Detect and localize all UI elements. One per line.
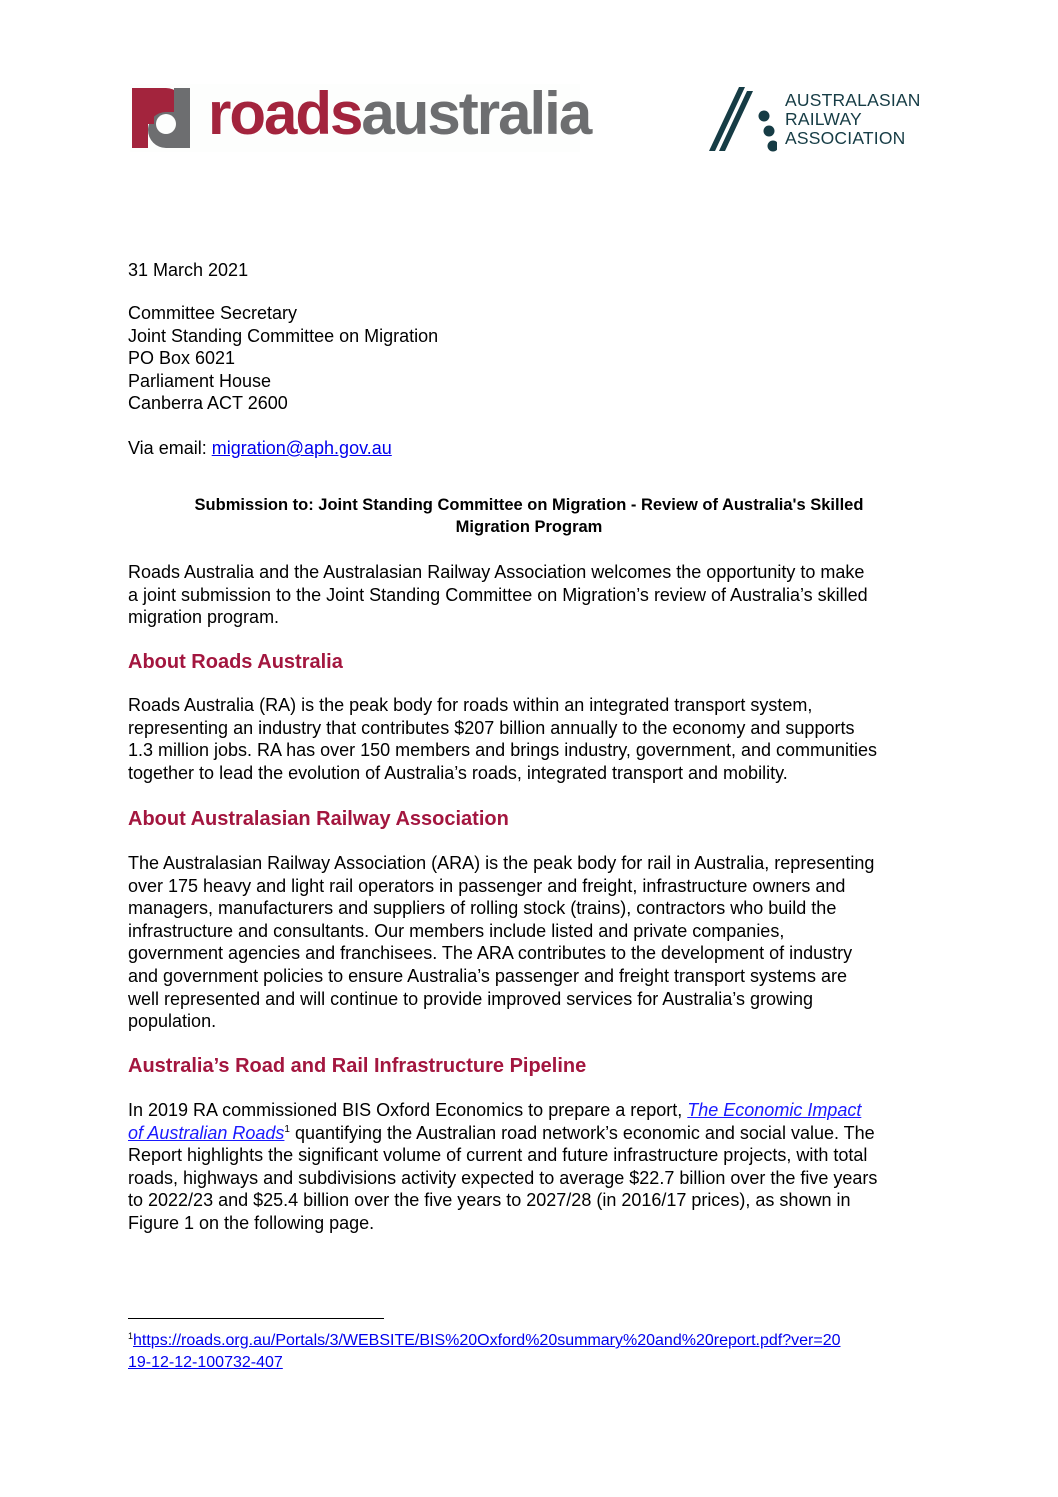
pipeline-paragraph — [128, 1099, 930, 1235]
paragraph-line: a joint submission to the Joint Standing Committee on Migration’s review of Australia’s skilled — [128, 584, 868, 605]
footnote-number: 1 — [128, 1331, 134, 1341]
paragraph-line: Roads Australia and the Australasian Railway Association welcomes the opportunity to make — [128, 562, 865, 582]
footnote-url-link-continued[interactable]: 19-12-12-100732-407 — [128, 1354, 283, 1371]
paragraph-line: and government policies to ensure Australia’s passenger and freight transport systems are — [128, 965, 848, 986]
address-line: Parliament House — [128, 370, 272, 391]
footnote-line — [128, 1330, 930, 1352]
paragraph-line: representing an industry that contributes $207 billion annually to the economy and supports — [128, 717, 855, 738]
via-email — [128, 437, 930, 460]
submission-title — [128, 494, 930, 538]
ara-wordmark-line: RAILWAY — [785, 109, 862, 129]
footnote-line — [128, 1352, 930, 1374]
date-text: 31 March 2021 — [128, 260, 249, 280]
paragraph-line: well represented and will continue to provide improved services for Australia’s growing — [128, 988, 814, 1009]
ra-monogram-icon — [132, 88, 192, 148]
ara-logo — [707, 85, 937, 153]
address-line: Joint Standing Committee on Migration — [128, 325, 439, 346]
paragraph-line: together to lead the evolution of Australia’s roads, integrated transport and mobility. — [128, 762, 788, 783]
paragraph-line: The Australasian Railway Association (ARA) is the peak body for rail in Australia, representing — [128, 853, 875, 873]
address-line: Committee Secretary — [128, 303, 298, 323]
paragraph-line: population. — [128, 1011, 217, 1032]
footnote-separator — [128, 1318, 384, 1319]
paragraph-line — [128, 1099, 930, 1122]
ra-wordmark-australia: australia — [361, 80, 591, 147]
ra-wordmark — [208, 80, 590, 148]
address-line: PO Box 6021 — [128, 348, 236, 369]
report-link-continued[interactable]: of Australian Roads — [128, 1122, 285, 1143]
roads-australia-logo — [130, 80, 591, 152]
footnote — [128, 1330, 930, 1374]
footnote-reference[interactable]: 1 — [284, 1123, 290, 1135]
paragraph-line: Figure 1 on the following page. — [128, 1212, 375, 1233]
paragraph-line: Roads Australia (RA) is the peak body for roads within an integrated transport system, — [128, 695, 813, 715]
roads-australia-paragraph — [128, 694, 930, 784]
paragraph-line: roads, highways and subdivisions activity expected to average $22.7 billion over the five years — [128, 1167, 878, 1188]
paragraph-line: 1.3 million jobs. RA has over 150 members and brings industry, government, and communities — [128, 740, 878, 761]
paragraph-text: In 2019 RA commissioned BIS Oxford Economics to prepare a report, — [128, 1100, 688, 1120]
ara-wordmark — [785, 91, 921, 148]
section-heading-roads-australia: About Roads Australia — [128, 651, 343, 673]
title-line: Submission to: Joint Standing Committee on Migration - Review of Australia's Skilled — [194, 496, 864, 514]
paragraph-line — [128, 1122, 930, 1145]
paragraph-line: government agencies and franchisees. The ARA contributes to the development of industry — [128, 943, 853, 964]
ra-wordmark-roads: roads — [208, 80, 362, 147]
report-link[interactable]: The Economic Impact — [687, 1100, 862, 1120]
paragraph-line: Report highlights the significant volume of current and future infrastructure projects, with total — [128, 1145, 868, 1166]
ara-wordmark-line: ASSOCIATION — [785, 128, 906, 148]
paragraph-line: migration program. — [128, 607, 280, 628]
section-heading-pipeline: Australia’s Road and Rail Infrastructure Pipeline — [128, 1055, 587, 1077]
recipient-address — [128, 302, 930, 415]
ara-paragraph — [128, 852, 930, 1033]
title-line: Migration Program — [455, 518, 603, 536]
ara-wordmark-line: AUSTRALASIAN — [785, 90, 921, 110]
letter-date — [128, 259, 930, 282]
paragraph-line: over 175 heavy and light rail operators in passenger and freight, infrastructure owners and — [128, 875, 846, 896]
paragraph-line: to 2022/23 and $25.4 billion over the five years to 2027/28 (in 2016/17 prices), as shown in — [128, 1190, 851, 1211]
email-link[interactable]: migration@aph.gov.au — [211, 438, 392, 458]
intro-paragraph — [128, 561, 930, 629]
paragraph-line: managers, manufacturers and suppliers of rolling stock (trains), contractors who build the — [128, 898, 837, 919]
paragraph-text: quantifying the Australian road network’s economic and social value. The — [289, 1122, 875, 1143]
address-line: Canberra ACT 2600 — [128, 393, 288, 414]
section-heading-ara: About Australasian Railway Association — [128, 808, 509, 830]
via-email-label: Via email: — [128, 438, 212, 458]
paragraph-line: infrastructure and consultants. Our members include listed and private companies, — [128, 920, 785, 941]
footnote-url-link[interactable]: https://roads.org.au/Portals/3/WEBSITE/BIS%20Oxford%20summary%20and%20report.pdf?ver=20 — [133, 1332, 841, 1349]
ara-rail-icon — [707, 85, 777, 153]
